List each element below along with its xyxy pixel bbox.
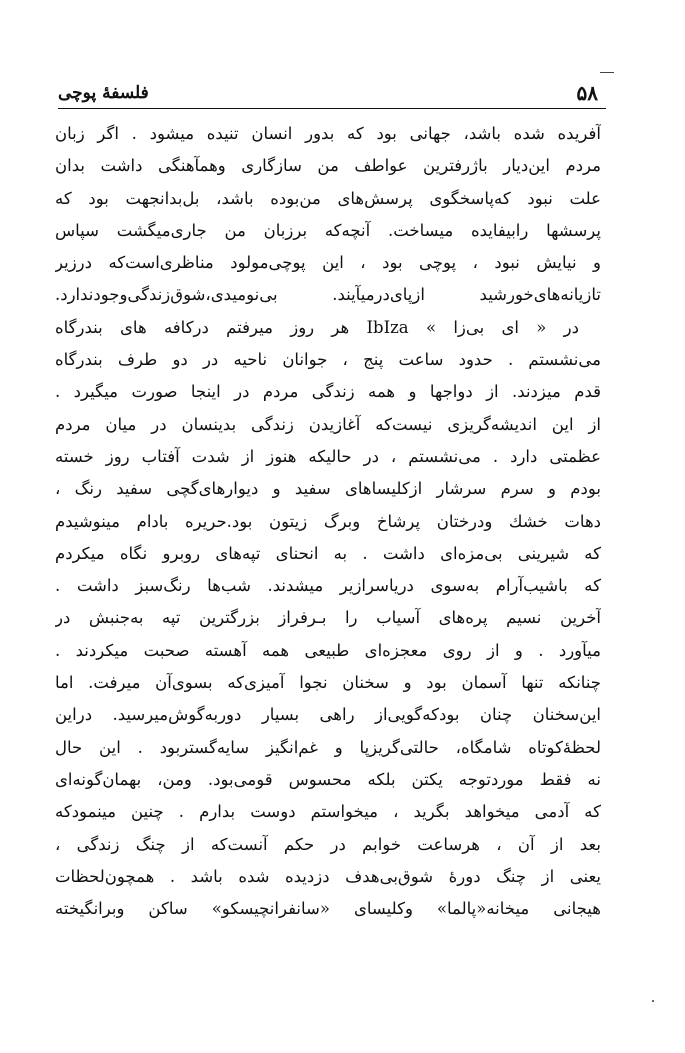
text-line: تازیانه‌های‌خورشید ازپای‌درمیآیند. بی‌نومیدی،شوق‌زندگی‌وجودندارد. (55, 285, 601, 305)
scan-speck (652, 1000, 654, 1002)
text-line: چنانکه تنها آسمان بود و سخنان نجوا آمیزی‌که بسوی‌آن میرفت. اما (55, 673, 601, 693)
text-line: می‌نشستم . حدود ساعت پنج ، جوانان ناحیه در دو طرف بندرگاه (55, 350, 601, 370)
text-line: دهات خشك ودرختان پرشاخ وبرگ زیتون بود.حریره بادام مینوشیدم (55, 511, 601, 531)
text-line: که شیرینی بی‌مزه‌ای داشت . به انحنای تپه‌های روبرو نگاه میکردم (55, 543, 601, 563)
text-line: این‌سخنان چنان بودکه‌گویی‌از راهی بسیار دوربه‌گوش‌میرسید. دراین (55, 705, 601, 725)
paragraph-first-line: در « ای بی‌زا » IbIza هر روز میرفتم درکافه های بندرگاه (55, 317, 579, 337)
text-line: که باشیب‌آرام به‌سوی دریاسرازیر میشدند. شب‌ها رنگ‌سبز داشت . (55, 576, 601, 596)
text-line: مردم این‌دیار باژرفترین عواطف من سازگاری وهمآهنگی داشت بدان (55, 156, 601, 176)
text-line: پرسشها رابیفایده میساخت. آنچه‌که برزبان من جاری‌میگشت سپاس (55, 220, 601, 240)
page-header (58, 82, 598, 104)
text-line: آخرین نسیم پره‌های آسیاب را بـرفراز بزرگترین تپه به‌جنبش در (55, 608, 601, 628)
text-line: علت نبود که‌پاسخگوی پرسش‌های من‌بوده باشد، بل‌بدانجهت بود که (55, 188, 601, 208)
text-line: یعنی از چنگ دورهٔ شوق‌بی‌هدف دزدیده شده باشد . همچون‌لحظات (55, 866, 601, 886)
page-number: ۵۸ (576, 81, 598, 105)
text-line: از این اندیشه‌گریزی نیست‌که آغازیدن زندگی بدینسان در میان مردم (55, 414, 601, 434)
header-rule-mark (600, 72, 614, 73)
text-line: میآورد . و از روی معجزه‌ای طبیعی همه آهسته صحبت میکردند . (55, 640, 601, 660)
text-line: قدم میزدند. از دواجها و همه زندگی مردم در اینجا صورت میگیرد . (55, 382, 601, 402)
text-line: نه فقط موردتوجه یکتن بلکه محسوس قومی‌بود. ومن، بهمان‌گونه‌ای (55, 769, 601, 789)
text-line: آفریده شده باشد، جهانی بود که بدور انسان تنیده میشود . اگر زبان (55, 124, 601, 143)
text-line: بعد از آن ، هرساعت خوابم در حکم آنست‌که از چنگ زندگی ، (55, 834, 601, 854)
text-line: که آدمی میخواهد بگرید ، میخواستم دوست بدارم . چنین مینمودکه (55, 802, 601, 822)
text-line: لحظهٔ‌کوتاه شامگاه، حالتی‌گریزپا و غم‌انگیز سایه‌گستربود . این حال (55, 737, 601, 757)
text-line: و نیایش نبود ، پوچی بود ، این پوچی‌مولود مناظری‌است‌که درزیر (55, 253, 601, 273)
text-line: عظمتی دارد . می‌نشستم ، در حالیکه هنوز از شدت آفتاب روز خسته (55, 446, 601, 466)
body-text (55, 118, 601, 925)
text-line: هیجانی میخانه«پالما» وکلیسای «سانفرانچیسکو» ساکن وبرانگیخته (55, 899, 601, 919)
running-title: فلسفهٔ پوچی (58, 83, 149, 103)
text-line: بودم و سرم سرشار ازکلیساهای سفید و دیوارهای‌گچی سفید رنگ ، (55, 479, 601, 499)
header-rule (58, 108, 606, 109)
